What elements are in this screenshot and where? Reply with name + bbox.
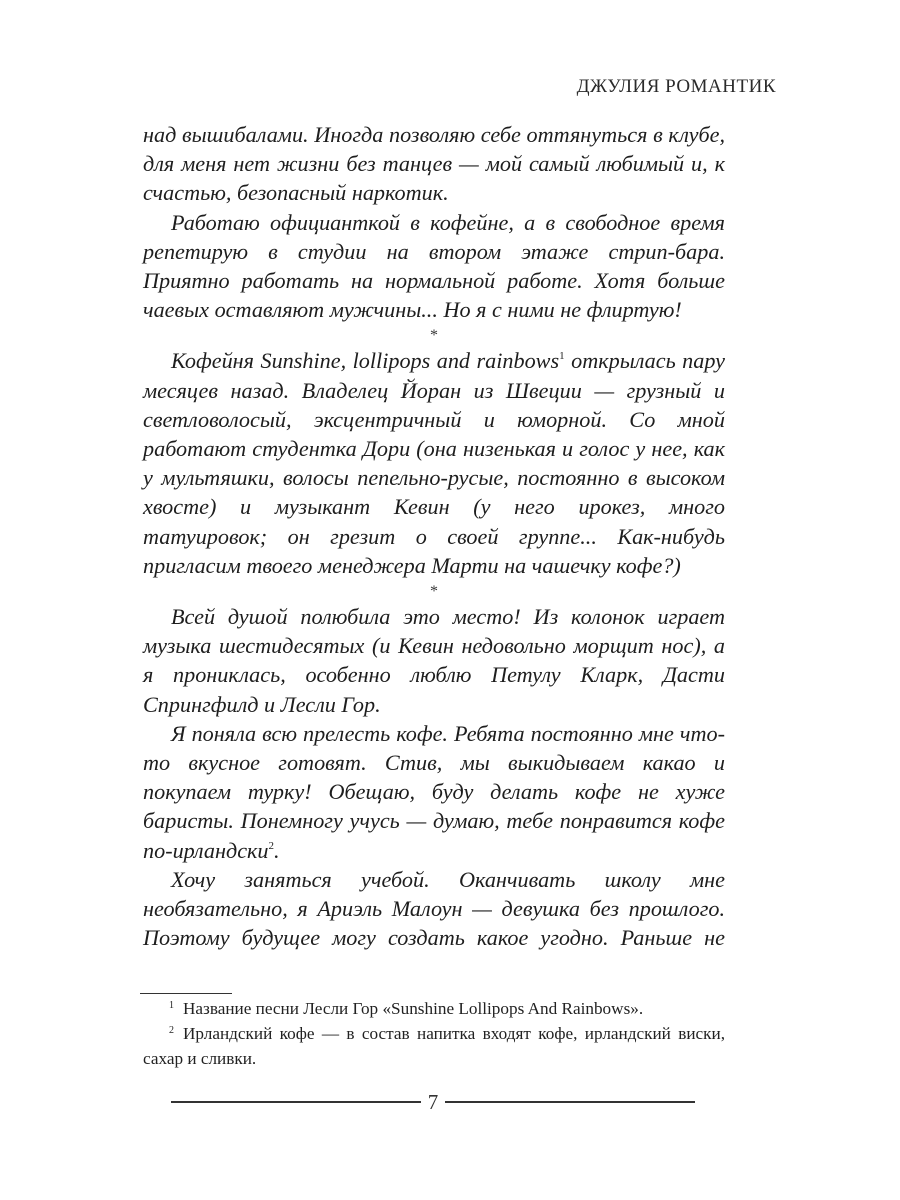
section-separator: *	[430, 583, 438, 601]
footnote	[143, 996, 725, 1021]
footnote-text: Ирландский кофе — в состав напитка входят кофе, ирландский виски, сахар и сливки.	[143, 1024, 725, 1068]
body-text	[143, 120, 725, 952]
footnote-reference[interactable]: 2	[268, 839, 275, 852]
footnote-mark: 2	[169, 1025, 174, 1036]
footnotes	[143, 996, 725, 1071]
paragraph-text: .	[274, 837, 280, 863]
paragraph	[143, 719, 725, 865]
footnote-mark: 1	[169, 1000, 174, 1011]
paragraph-text: Кофейня Sunshine, lollipops and rainbows	[171, 348, 560, 374]
paragraph	[143, 346, 725, 580]
footnote-reference[interactable]: 1	[559, 350, 565, 363]
paragraph: Работаю официанткой в кофейне, а в свободное время репетирую в студии на втором этаже стрип-бара. Приятно работать на нормальной работе. Хотя больше чаевых оставляют мужчины... Но я с ними не флиртую!	[143, 209, 725, 323]
page-footer	[171, 1090, 695, 1114]
footnote-text: Название песни Лесли Гор «Sunshine Lollipops And Rainbows».	[183, 999, 644, 1018]
footnote-divider	[140, 993, 232, 994]
paragraph-text: открылась пару месяцев назад. Владелец Йоран из Швеции — грузный и светловолосый, эксцентричный и юморной. Со мной работают студентка Дори (она низенькая и голос у нее, как у мультяшки, волосы пепельно-русые, постоянно в высоком хвосте) и музыкант Кевин (у него ирокез, много татуировок; он грезит о своей группе... Как-нибудь пригласим твоего менеджера Марти на чашечку кофе?)	[143, 348, 726, 578]
footer-rule-left	[171, 1101, 421, 1103]
paragraph-continued: над вышибалами. Иногда позволяю себе оттянуться в клубе, для меня нет жизни без танцев — мой самый любимый и, к счастью, безопасный наркотик.	[143, 122, 725, 206]
running-head: ДЖУЛИЯ РОМАНТИК	[576, 76, 776, 97]
section-separator: *	[430, 327, 438, 345]
paragraph: Всей душой полюбила это место! Из колонок играет музыка шестидесятых (и Кевин недовольно морщит нос), а я прониклась, особенно люблю Петулу Кларк, Дасти Спрингфилд и Лесли Гор.	[143, 604, 725, 717]
paragraph-text: Я поняла всю прелесть кофе. Ребята постоянно мне что-то вкусное готовят. Стив, мы выкидываем какао и покупаем турку! Обещаю, буду делать кофе не хуже баристы. Понемногу учусь — думаю, тебе понравится кофе по-ирландски	[143, 720, 725, 863]
footer-rule-right	[445, 1101, 695, 1103]
footnote	[143, 1021, 725, 1071]
page-number: 7	[427, 1090, 439, 1114]
paragraph: Хочу заняться учебой. Оканчивать школу мне необязательно, я Ариэль Малоун — девушка без прошлого. Поэтому будущее могу создать какое угодно. Раньше не	[143, 866, 725, 951]
